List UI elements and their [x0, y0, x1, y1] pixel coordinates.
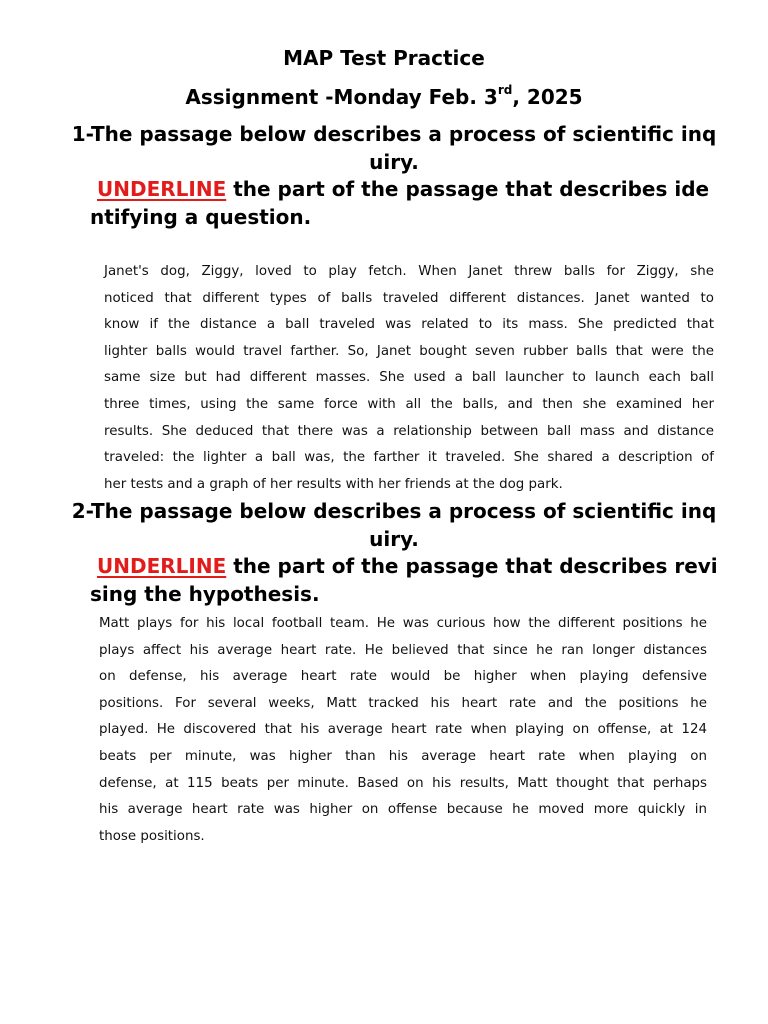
assignment-ordinal-suffix: rd — [497, 83, 513, 98]
passage-line: Janet's dog, Ziggy, loved to play fetch. When Janet threw balls for Ziggy, she — [104, 264, 714, 279]
assignment-year: , 2025 — [512, 85, 583, 109]
passage-line: traveled: the lighter a ball was, the farther it traveled. She shared a description of — [104, 450, 714, 466]
question-1-heading-line-1: 1-The passage below describes a process of scientific inq — [71, 122, 717, 146]
passage-line: noticed that different types of balls traveled different distances. Janet wanted to — [104, 290, 714, 306]
question-1-instruction-line-1: the part of the passage that describes ide — [226, 177, 710, 201]
question-2-heading-line-2: uiry. — [369, 527, 419, 551]
question-2-passage — [99, 611, 707, 850]
passage-line: beats per minute, was higher than his average heart rate when playing on — [99, 748, 707, 764]
question-2-instruction-line-1: the part of the passage that describes revi — [226, 554, 718, 578]
question-1-passage — [104, 259, 714, 498]
passage-line: those positions. — [99, 828, 205, 844]
passage-line: his average heart rate was higher on offense because he moved more quickly in — [99, 802, 707, 818]
passage-line: positions. For several weeks, Matt tracked his heart rate and the positions he — [99, 695, 707, 711]
underline-keyword: UNDERLINE — [97, 554, 227, 578]
underline-keyword: UNDERLINE — [97, 177, 227, 201]
question-1-instruction-line-2: ntifying a question. — [90, 205, 312, 229]
page-title: MAP Test Practice — [283, 46, 485, 70]
assignment-prefix: Assignment -Monday Feb. 3 — [185, 85, 498, 109]
passage-line: her tests and a graph of her results with her friends at the dog park. — [104, 476, 563, 492]
passage-line: same size but had different masses. She used a ball launcher to launch each ball — [104, 370, 714, 386]
question-2-instruction — [90, 552, 730, 608]
passage-line: lighter balls would travel farther. So, Janet bought seven rubber balls that were the — [104, 343, 714, 359]
passage-line: plays affect his average heart rate. He believed that since he ran longer distances — [99, 642, 707, 658]
passage-line: Matt plays for his local football team. He was curious how the different positions he — [99, 616, 707, 631]
passage-line: three times, using the same force with all the balls, and then she examined her — [104, 396, 714, 412]
passage-line: played. He discovered that his average heart rate when playing on offense, at 124 — [99, 722, 707, 738]
question-1-heading-line-2: uiry. — [369, 150, 419, 174]
question-1-heading — [64, 120, 724, 176]
assignment-date — [0, 85, 768, 109]
question-2-instruction-line-2: sing the hypothesis. — [90, 582, 320, 606]
question-2-heading-line-1: 2-The passage below describes a process of scientific inq — [71, 499, 717, 523]
passage-line: know if the distance a ball traveled was related to its mass. She predicted that — [104, 317, 714, 333]
question-1-instruction — [90, 175, 730, 231]
passage-line: results. She deduced that there was a relationship between ball mass and distance — [104, 423, 714, 439]
passage-line: defense, at 115 beats per minute. Based on his results, Matt thought that perhaps — [99, 775, 707, 791]
passage-line: on defense, his average heart rate would be higher when playing defensive — [99, 669, 707, 685]
question-2-heading — [64, 497, 724, 553]
